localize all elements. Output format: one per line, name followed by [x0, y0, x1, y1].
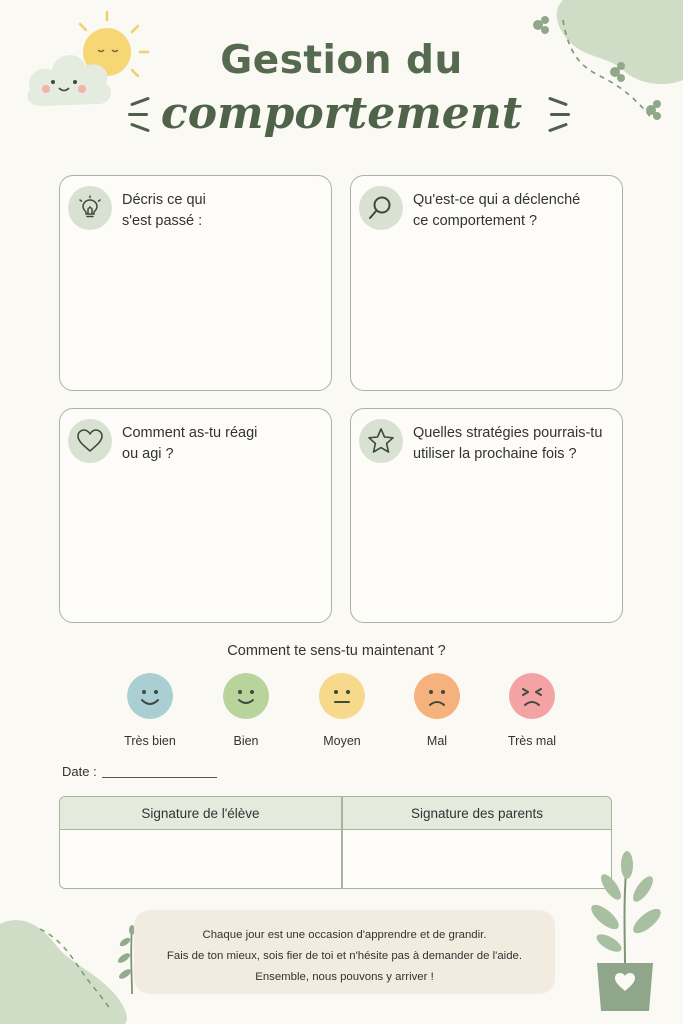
feeling-option-very-good[interactable] [110, 673, 190, 748]
quote-line-2: Fais de ton mieux, sois fier de toi et n'hésite pas à demander de l'aide. [166, 950, 523, 962]
neutral-face-icon [319, 673, 365, 719]
question-box-strategies[interactable] [350, 408, 623, 623]
feeling-label: Moyen [323, 734, 361, 748]
question-text: Qu'est-ce qui a déclenché ce comportement ? [413, 192, 581, 229]
date-input-line[interactable] [102, 777, 217, 778]
sad-face-icon [414, 673, 460, 719]
feeling-option-good[interactable] [206, 673, 286, 748]
magnifier-icon [359, 186, 403, 230]
feeling-label: Mal [426, 734, 448, 748]
question-box-what-happened[interactable] [59, 175, 332, 391]
question-text: Décris ce qui s'est passé : [122, 192, 206, 229]
quote-line-1: Chaque jour est une occasion d'apprendre et de grandir. [202, 929, 487, 941]
student-signature-header: Signature de l'élève [141, 806, 260, 821]
feeling-label: Très bien [124, 734, 176, 748]
heart-icon [68, 419, 112, 463]
question-box-reaction[interactable] [59, 408, 332, 623]
question-text: Comment as-tu réagi ou agi ? [122, 425, 258, 462]
signature-table [59, 796, 612, 889]
quote-line-3: Ensemble, nous pouvons y arriver ! [255, 971, 434, 983]
feeling-option-bad[interactable] [397, 673, 477, 748]
encouragement-message [134, 910, 555, 994]
lightbulb-icon [68, 186, 112, 230]
feeling-label: Très mal [507, 734, 557, 748]
potted-plant-icon [585, 851, 665, 1016]
title-accent [550, 113, 570, 116]
parents-signature-field[interactable] [343, 831, 611, 889]
date-label: Date : [62, 764, 97, 779]
feelings-question: Comment te sens-tu maintenant ? [227, 643, 446, 659]
happy-face-icon [223, 673, 269, 719]
page-title-line2: comportement [160, 88, 523, 139]
question-text: Quelles stratégies pourrais-tu utiliser la prochaine fois ? [413, 425, 603, 462]
star-icon [359, 419, 403, 463]
question-box-trigger[interactable] [350, 175, 623, 391]
page-title-line1: Gestion du [220, 38, 463, 83]
student-signature-field[interactable] [60, 831, 341, 889]
very-sad-face-icon [509, 673, 555, 719]
feeling-option-medium[interactable] [302, 673, 382, 748]
parents-signature-header: Signature des parents [410, 806, 544, 821]
very-happy-face-icon [127, 673, 173, 719]
title-accent [128, 113, 148, 116]
feeling-label: Bien [233, 734, 259, 748]
feeling-option-very-bad[interactable] [492, 673, 572, 748]
